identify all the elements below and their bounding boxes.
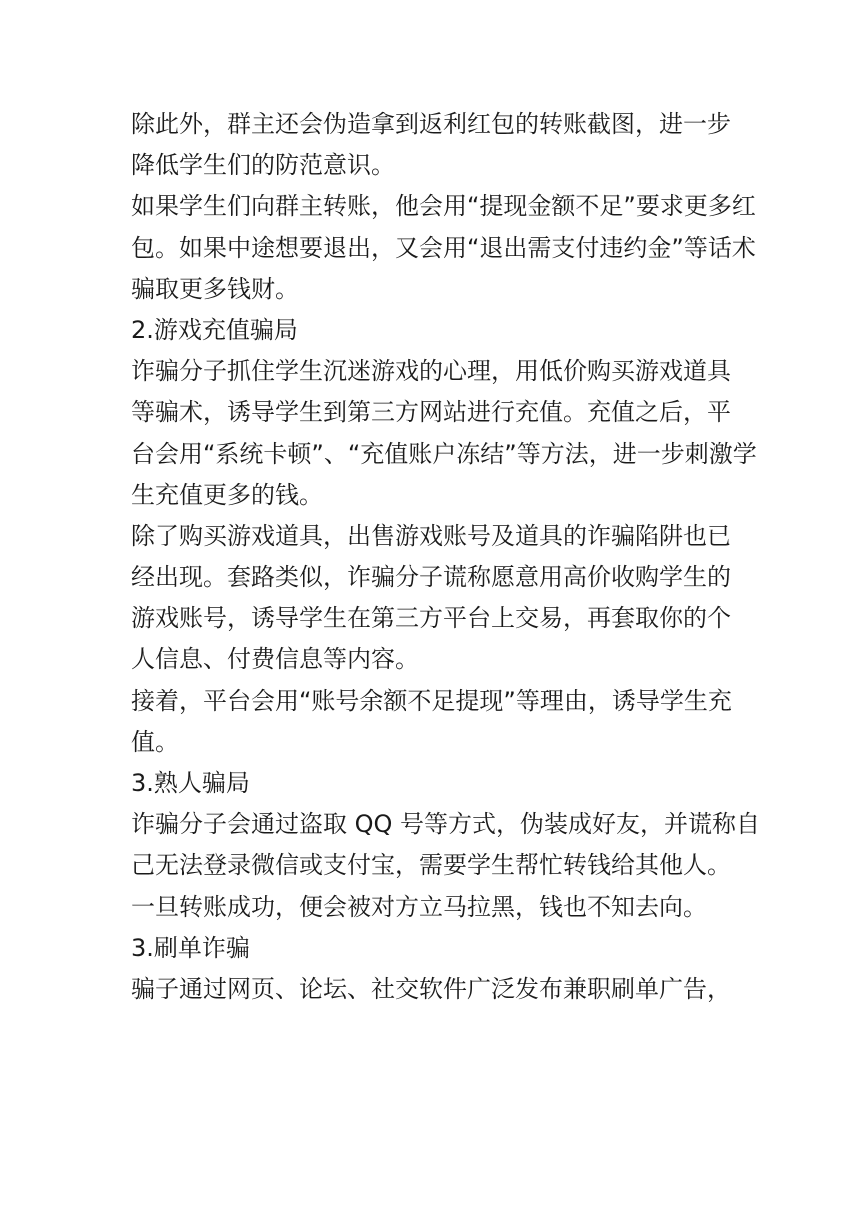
paragraph-line: 诈骗分子抓住学生沉迷游戏的心理，用低价购买游戏道具 bbox=[131, 357, 731, 386]
paragraph-line: 骗子通过网页、论坛、社交软件广泛发布兼职刷单广告， bbox=[131, 974, 731, 1003]
document-body bbox=[131, 104, 761, 1010]
paragraph-line: 除此外，群主还会伪造拿到返利红包的转账截图，进一步 bbox=[131, 110, 731, 138]
section-heading: 3.刷单诈骗 bbox=[131, 933, 250, 962]
paragraph-line: 诈骗分子会通过盗取 QQ 号等方式，伪装成好友，并谎称自 bbox=[131, 810, 761, 839]
paragraph-line: 人信息、付费信息等内容。 bbox=[131, 645, 419, 674]
paragraph-line: 降低学生们的防范意识。 bbox=[131, 151, 395, 180]
paragraph-line: 己无法登录微信或支付宝，需要学生帮忙转钱给其他人。 bbox=[131, 851, 731, 880]
paragraph-line: 生充值更多的钱。 bbox=[131, 480, 323, 509]
paragraph-line: 包。如果中途想要退出，又会用“退出需支付违约金”等话术 bbox=[131, 233, 756, 262]
paragraph-line: 骗取更多钱财。 bbox=[131, 274, 299, 303]
paragraph-line: 一旦转账成功，便会被对方立马拉黑，钱也不知去向。 bbox=[131, 892, 707, 921]
paragraph-line: 值。 bbox=[131, 727, 179, 756]
paragraph-line: 等骗术，诱导学生到第三方网站进行充值。充值之后，平 bbox=[131, 398, 731, 427]
paragraph-line: 游戏账号，诱导学生在第三方平台上交易，再套取你的个 bbox=[131, 604, 731, 633]
paragraph-line: 台会用“系统卡顿”、“充值账户冻结”等方法，进一步刺激学 bbox=[131, 439, 757, 468]
paragraph-line: 如果学生们向群主转账，他会用“提现金额不足”要求更多红 bbox=[131, 192, 756, 221]
paragraph-line: 接着，平台会用“账号余额不足提现”等理由，诱导学生充 bbox=[131, 686, 732, 715]
section-heading: 2.游戏充值骗局 bbox=[131, 315, 298, 344]
paragraph-line: 经出现。套路类似，诈骗分子谎称愿意用高价收购学生的 bbox=[131, 563, 731, 592]
paragraph-line: 除了购买游戏道具，出售游戏账号及道具的诈骗陷阱也已 bbox=[131, 521, 731, 550]
section-heading: 3.熟人骗局 bbox=[131, 769, 250, 797]
